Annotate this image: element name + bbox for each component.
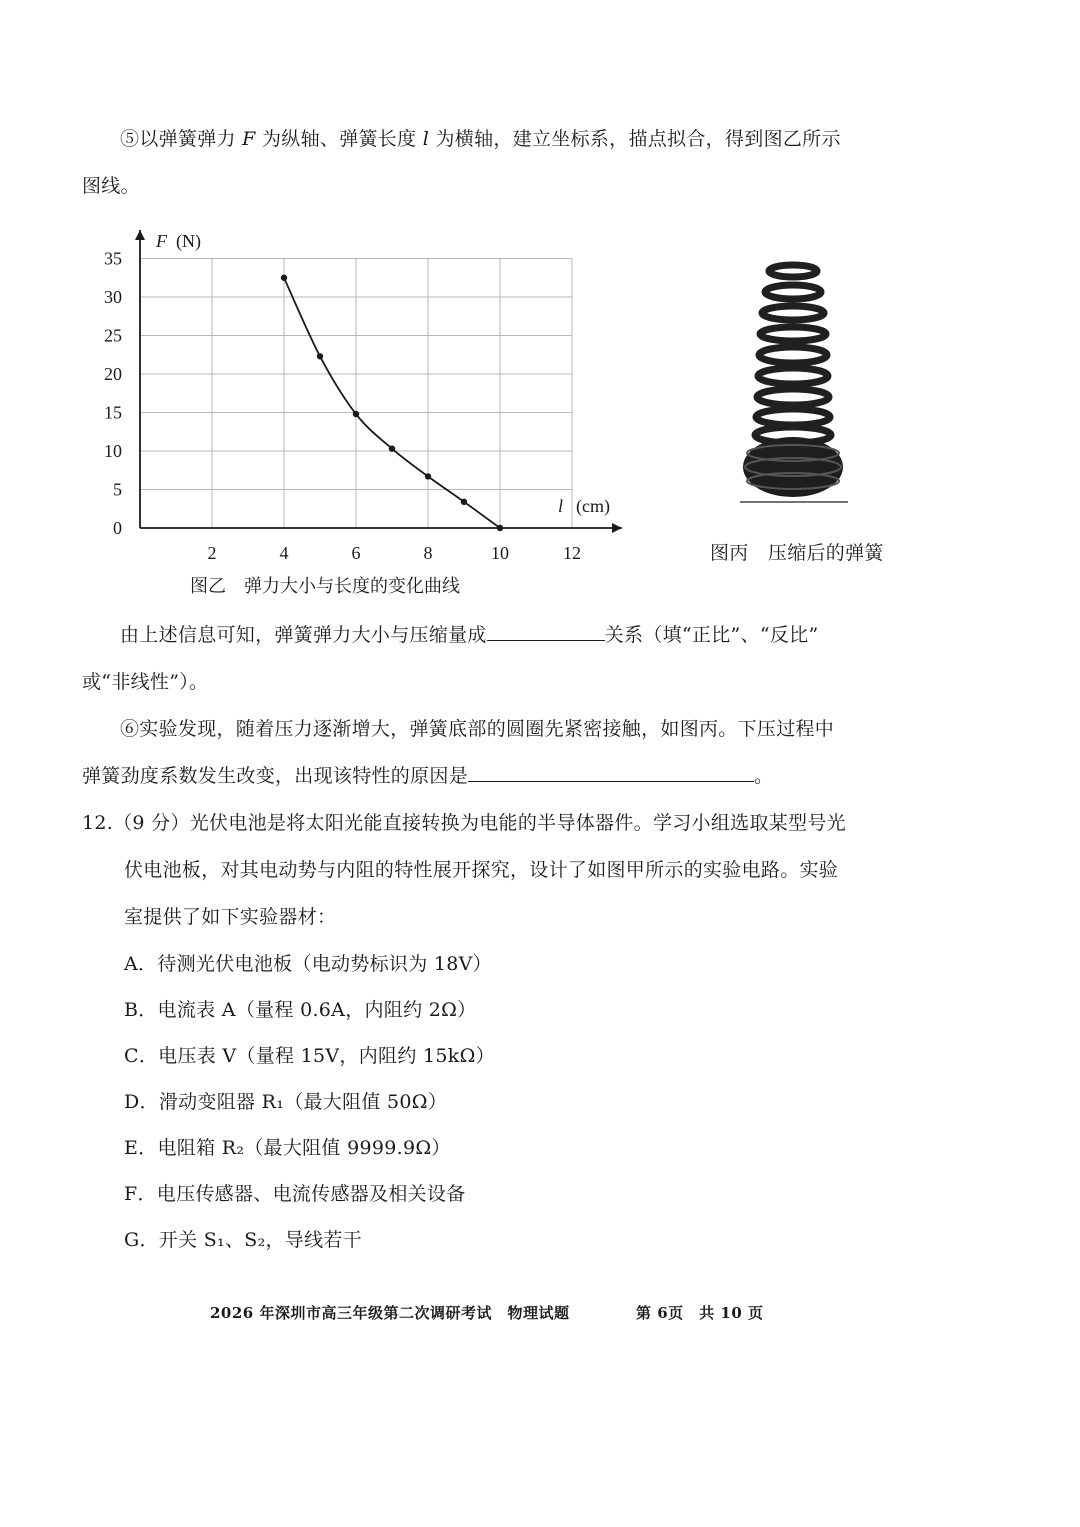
y-tick-label: 35 xyxy=(104,248,122,269)
answer-blank-reason[interactable] xyxy=(468,763,754,782)
y-tick-label: 30 xyxy=(104,287,122,307)
chart-series xyxy=(281,275,503,532)
data-point xyxy=(389,445,395,451)
x-tick-label: 12 xyxy=(563,543,581,563)
x-axis-var: l xyxy=(558,496,564,516)
data-point xyxy=(461,499,467,505)
y-tick-label: 25 xyxy=(104,325,122,346)
data-point xyxy=(425,473,431,479)
y-axis-unit: (N) xyxy=(176,231,201,251)
q5-var-l: l xyxy=(422,128,430,150)
q12-line-2: 伏电池板，对其电动势与内阻的特性展开探究，设计了如图甲所示的实验电路。实验 xyxy=(124,859,839,881)
data-point xyxy=(497,525,503,531)
equipment-item-d: D．滑动变阻器 R₁（最大阻值 50Ω） xyxy=(124,1091,448,1113)
chart-axes xyxy=(135,230,622,533)
footer-exam-title: 2026 年深圳市高三年级第二次调研考试 物理试题 xyxy=(210,1304,570,1322)
x-axis-arrow xyxy=(612,523,622,533)
x-tick-label: 8 xyxy=(423,543,433,563)
y-tick-label: 15 xyxy=(104,402,122,423)
q5-number: ⑤ xyxy=(120,128,140,150)
data-point xyxy=(281,275,287,281)
q5-line-2: 图线。 xyxy=(82,175,140,197)
x-tick-label: 4 xyxy=(279,543,289,563)
spring-caption: 图丙 压缩后的弹簧 xyxy=(710,542,884,564)
compressed-spring-figure xyxy=(730,255,860,515)
y-tick-label: 0 xyxy=(113,518,122,538)
x-tick-label: 6 xyxy=(351,543,361,563)
equipment-item-e: E．电阻箱 R₂（最大阻值 9999.9Ω） xyxy=(124,1137,451,1159)
equipment-item-f: F．电压传感器、电流传感器及相关设备 xyxy=(124,1183,466,1205)
q5-conclusion-line-1 xyxy=(120,622,818,648)
footer-page-number: 第 6页 共 10 页 xyxy=(636,1304,764,1322)
q6-text-b: 。 xyxy=(754,765,774,787)
x-axis-unit: (cm) xyxy=(576,496,610,516)
q5-text-b: 为纵轴、弹簧长度 xyxy=(262,128,417,150)
spring-coils-bottom xyxy=(743,437,843,497)
q5-conclusion-text-b: 关系（填“正比”、“反比” xyxy=(604,624,819,646)
x-tick-label: 10 xyxy=(491,543,509,563)
q5-text-c: 为横轴，建立坐标系，描点拟合，得到图乙所示 xyxy=(435,128,841,150)
chart-grid xyxy=(140,259,572,529)
q5-conclusion-text-a: 由上述信息可知，弹簧弹力大小与压缩量成 xyxy=(120,624,487,646)
spring-coils-top xyxy=(755,265,831,443)
q6-line-2 xyxy=(82,763,773,789)
equipment-item-g: G．开关 S₁、S₂，导线若干 xyxy=(124,1229,362,1251)
series-line xyxy=(284,278,500,528)
chart-tick-labels xyxy=(104,249,581,564)
data-point xyxy=(317,353,323,359)
chart-caption: 图乙 弹力大小与长度的变化曲线 xyxy=(190,576,460,597)
y-axis-var: F xyxy=(156,231,167,251)
q6-line-1: ⑥实验发现，随着压力逐渐增大，弹簧底部的圆圈先紧密接触，如图丙。下压过程中 xyxy=(120,718,835,740)
data-point xyxy=(353,411,359,417)
q5-line-1 xyxy=(120,126,841,152)
equipment-item-a: A．待测光伏电池板（电动势标识为 18V） xyxy=(124,953,492,975)
y-tick-label: 10 xyxy=(104,441,122,461)
force-length-chart xyxy=(80,222,640,607)
equipment-item-b: B．电流表 A（量程 0.6A，内阻约 2Ω） xyxy=(124,999,477,1021)
q12-line-1: 12.（9 分）光伏电池是将太阳光能直接转换为电能的半导体器件。学习小组选取某型号光 xyxy=(82,812,846,834)
y-tick-label: 5 xyxy=(113,479,122,500)
q6-text-a: 弹簧劲度系数发生改变，出现该特性的原因是 xyxy=(82,765,469,787)
y-axis-arrow xyxy=(135,230,145,240)
equipment-item-c: C．电压表 V（量程 15V，内阻约 15kΩ） xyxy=(124,1045,495,1067)
q5-conclusion-line-2: 或“非线性”）。 xyxy=(82,671,209,693)
q5-var-f: F xyxy=(242,128,256,150)
q5-text-a: 以弹簧弹力 xyxy=(139,128,236,150)
y-tick-label: 20 xyxy=(104,364,122,384)
x-tick-label: 2 xyxy=(207,543,217,563)
q12-line-3: 室提供了如下实验器材： xyxy=(124,906,337,928)
answer-blank-relation[interactable] xyxy=(487,622,605,641)
